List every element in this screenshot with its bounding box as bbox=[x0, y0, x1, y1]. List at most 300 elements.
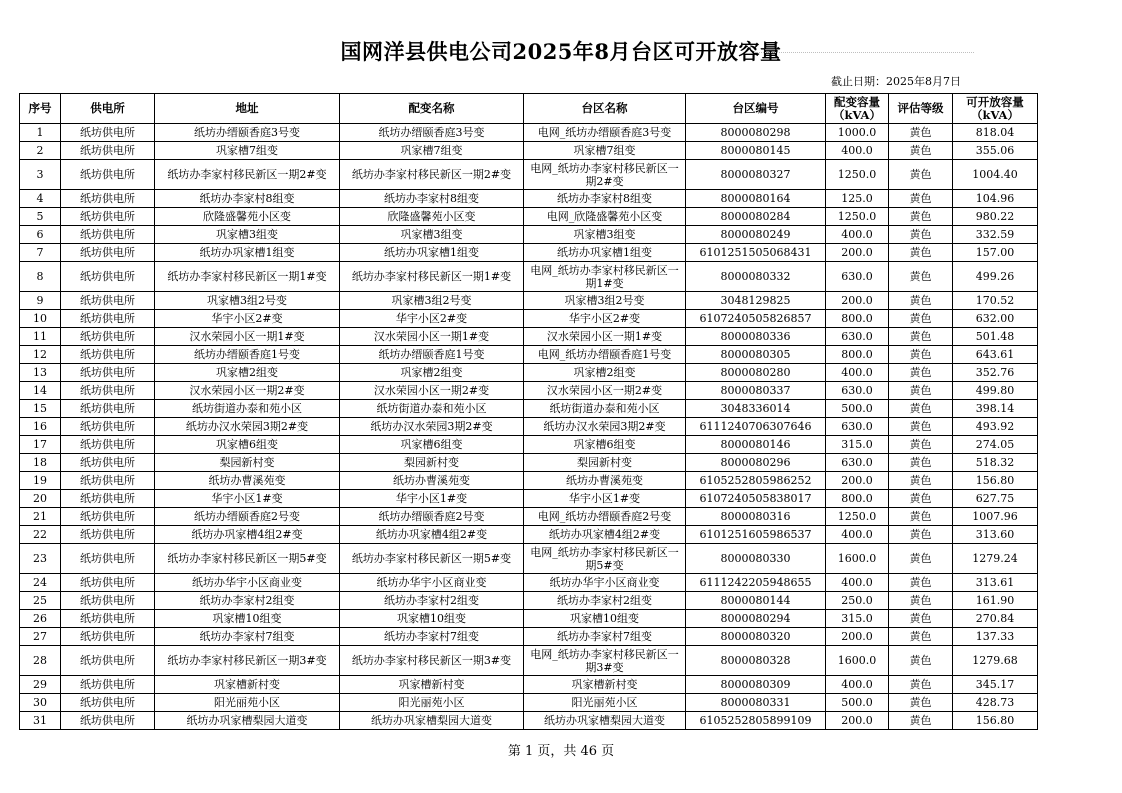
table-row bbox=[20, 364, 1038, 382]
row-open-capacity-cell: 632.00 bbox=[953, 310, 1038, 328]
row-seq-cell: 1 bbox=[20, 124, 61, 142]
row-seq-cell: 3 bbox=[20, 160, 61, 190]
table-row bbox=[20, 346, 1038, 364]
row-transformer-name-cell: 汉水荣园小区一期2#变 bbox=[340, 382, 524, 400]
row-open-capacity-cell: 137.33 bbox=[953, 628, 1038, 646]
table-row bbox=[20, 208, 1038, 226]
row-area-code-cell: 6107240505838017 bbox=[686, 490, 826, 508]
row-seq-cell: 30 bbox=[20, 694, 61, 712]
row-transformer-capacity-cell: 800.0 bbox=[826, 310, 889, 328]
row-area-code-cell: 8000080144 bbox=[686, 592, 826, 610]
row-area-code-cell: 8000080284 bbox=[686, 208, 826, 226]
row-transformer-name-cell: 巩家槽2组变 bbox=[340, 364, 524, 382]
row-area-name-cell: 纸坊办巩家槽梨园大道变 bbox=[524, 712, 686, 730]
row-transformer-name-cell: 纸坊办巩家槽1组变 bbox=[340, 244, 524, 262]
row-station-cell: 纸坊供电所 bbox=[61, 526, 155, 544]
row-station-cell: 纸坊供电所 bbox=[61, 142, 155, 160]
row-station-cell: 纸坊供电所 bbox=[61, 208, 155, 226]
header-transformer-capacity: 配变容量 （kVA） bbox=[826, 94, 889, 124]
row-open-capacity-cell: 499.80 bbox=[953, 382, 1038, 400]
row-address-cell: 巩家槽6组变 bbox=[155, 436, 340, 454]
row-area-name-cell: 纸坊街道办泰和苑小区 bbox=[524, 400, 686, 418]
row-rating-cell: 黄色 bbox=[889, 544, 953, 574]
row-transformer-name-cell: 巩家槽6组变 bbox=[340, 436, 524, 454]
row-area-name-cell: 纸坊办李家村8组变 bbox=[524, 190, 686, 208]
row-area-name-cell: 巩家槽10组变 bbox=[524, 610, 686, 628]
row-area-name-cell: 汉水荣园小区一期1#变 bbox=[524, 328, 686, 346]
row-transformer-capacity-cell: 1000.0 bbox=[826, 124, 889, 142]
row-transformer-capacity-cell: 1250.0 bbox=[826, 160, 889, 190]
row-address-cell: 巩家槽10组变 bbox=[155, 610, 340, 628]
row-transformer-name-cell: 纸坊办李家村2组变 bbox=[340, 592, 524, 610]
row-area-name-cell: 巩家槽7组变 bbox=[524, 142, 686, 160]
row-rating-cell: 黄色 bbox=[889, 676, 953, 694]
row-address-cell: 巩家槽3组2号变 bbox=[155, 292, 340, 310]
table-row bbox=[20, 646, 1038, 676]
row-area-name-cell: 电网_纸坊办缙颐香庭1号变 bbox=[524, 346, 686, 364]
row-transformer-name-cell: 巩家槽7组变 bbox=[340, 142, 524, 160]
header-area-name: 台区名称 bbox=[524, 94, 686, 124]
row-station-cell: 纸坊供电所 bbox=[61, 472, 155, 490]
row-address-cell: 纸坊办巩家槽梨园大道变 bbox=[155, 712, 340, 730]
row-rating-cell: 黄色 bbox=[889, 142, 953, 160]
table-row bbox=[20, 544, 1038, 574]
row-transformer-capacity-cell: 800.0 bbox=[826, 490, 889, 508]
row-transformer-name-cell: 纸坊办华宇小区商业变 bbox=[340, 574, 524, 592]
row-transformer-name-cell: 纸坊办李家村移民新区一期5#变 bbox=[340, 544, 524, 574]
cutoff-date: 截止日期：2025年8月7日 bbox=[831, 75, 961, 88]
row-area-name-cell: 纸坊办曹溪苑变 bbox=[524, 472, 686, 490]
title-dotted-rule bbox=[754, 52, 974, 53]
row-transformer-name-cell: 纸坊办曹溪苑变 bbox=[340, 472, 524, 490]
row-station-cell: 纸坊供电所 bbox=[61, 310, 155, 328]
row-open-capacity-cell: 518.32 bbox=[953, 454, 1038, 472]
row-area-code-cell: 8000080298 bbox=[686, 124, 826, 142]
row-address-cell: 纸坊办缙颐香庭2号变 bbox=[155, 508, 340, 526]
row-station-cell: 纸坊供电所 bbox=[61, 292, 155, 310]
row-address-cell: 纸坊办李家村移民新区一期1#变 bbox=[155, 262, 340, 292]
row-open-capacity-cell: 156.80 bbox=[953, 472, 1038, 490]
row-address-cell: 梨园新村变 bbox=[155, 454, 340, 472]
row-area-code-cell: 3048129825 bbox=[686, 292, 826, 310]
row-station-cell: 纸坊供电所 bbox=[61, 454, 155, 472]
row-area-code-cell: 8000080294 bbox=[686, 610, 826, 628]
row-transformer-capacity-cell: 1600.0 bbox=[826, 646, 889, 676]
row-transformer-capacity-cell: 125.0 bbox=[826, 190, 889, 208]
table-row bbox=[20, 160, 1038, 190]
row-open-capacity-cell: 313.60 bbox=[953, 526, 1038, 544]
row-area-code-cell: 6101251605986537 bbox=[686, 526, 826, 544]
row-address-cell: 纸坊办巩家槽4组2#变 bbox=[155, 526, 340, 544]
row-area-code-cell: 8000080331 bbox=[686, 694, 826, 712]
page-footer: 第 1 页，共 46 页 bbox=[507, 744, 615, 759]
row-seq-cell: 24 bbox=[20, 574, 61, 592]
row-area-code-cell: 8000080296 bbox=[686, 454, 826, 472]
row-station-cell: 纸坊供电所 bbox=[61, 244, 155, 262]
row-area-code-cell: 8000080146 bbox=[686, 436, 826, 454]
row-area-name-cell: 纸坊办巩家槽1组变 bbox=[524, 244, 686, 262]
row-station-cell: 纸坊供电所 bbox=[61, 346, 155, 364]
row-seq-cell: 2 bbox=[20, 142, 61, 160]
row-transformer-capacity-cell: 1250.0 bbox=[826, 208, 889, 226]
row-open-capacity-cell: 274.05 bbox=[953, 436, 1038, 454]
header-rating: 评估等级 bbox=[889, 94, 953, 124]
row-transformer-name-cell: 阳光丽苑小区 bbox=[340, 694, 524, 712]
row-address-cell: 纸坊办李家村8组变 bbox=[155, 190, 340, 208]
row-open-capacity-cell: 980.22 bbox=[953, 208, 1038, 226]
row-transformer-capacity-cell: 400.0 bbox=[826, 364, 889, 382]
row-transformer-name-cell: 纸坊办缙颐香庭3号变 bbox=[340, 124, 524, 142]
row-area-code-cell: 8000080330 bbox=[686, 544, 826, 574]
row-area-code-cell: 8000080249 bbox=[686, 226, 826, 244]
row-rating-cell: 黄色 bbox=[889, 346, 953, 364]
row-open-capacity-cell: 270.84 bbox=[953, 610, 1038, 628]
row-address-cell: 巩家槽7组变 bbox=[155, 142, 340, 160]
row-station-cell: 纸坊供电所 bbox=[61, 544, 155, 574]
table-row bbox=[20, 712, 1038, 730]
row-rating-cell: 黄色 bbox=[889, 292, 953, 310]
row-transformer-capacity-cell: 200.0 bbox=[826, 244, 889, 262]
row-transformer-name-cell: 纸坊办李家村7组变 bbox=[340, 628, 524, 646]
row-open-capacity-cell: 398.14 bbox=[953, 400, 1038, 418]
row-rating-cell: 黄色 bbox=[889, 454, 953, 472]
row-transformer-capacity-cell: 200.0 bbox=[826, 292, 889, 310]
row-area-name-cell: 阳光丽苑小区 bbox=[524, 694, 686, 712]
row-transformer-capacity-cell: 1600.0 bbox=[826, 544, 889, 574]
row-area-code-cell: 8000080145 bbox=[686, 142, 826, 160]
table-body bbox=[20, 124, 1038, 730]
row-rating-cell: 黄色 bbox=[889, 628, 953, 646]
row-rating-cell: 黄色 bbox=[889, 160, 953, 190]
row-open-capacity-cell: 345.17 bbox=[953, 676, 1038, 694]
row-station-cell: 纸坊供电所 bbox=[61, 418, 155, 436]
table-row bbox=[20, 574, 1038, 592]
row-seq-cell: 31 bbox=[20, 712, 61, 730]
row-station-cell: 纸坊供电所 bbox=[61, 190, 155, 208]
row-area-code-cell: 6111240706307646 bbox=[686, 418, 826, 436]
row-address-cell: 纸坊办缙颐香庭1号变 bbox=[155, 346, 340, 364]
row-area-name-cell: 纸坊办李家村7组变 bbox=[524, 628, 686, 646]
row-seq-cell: 20 bbox=[20, 490, 61, 508]
row-seq-cell: 5 bbox=[20, 208, 61, 226]
row-open-capacity-cell: 104.96 bbox=[953, 190, 1038, 208]
row-open-capacity-cell: 818.04 bbox=[953, 124, 1038, 142]
row-transformer-capacity-cell: 200.0 bbox=[826, 712, 889, 730]
row-open-capacity-cell: 643.61 bbox=[953, 346, 1038, 364]
row-open-capacity-cell: 493.92 bbox=[953, 418, 1038, 436]
page-title: 国网洋县供电公司2025年8月台区可开放容量 bbox=[340, 39, 782, 64]
row-open-capacity-cell: 1279.24 bbox=[953, 544, 1038, 574]
row-address-cell: 纸坊办李家村移民新区一期2#变 bbox=[155, 160, 340, 190]
row-transformer-capacity-cell: 400.0 bbox=[826, 526, 889, 544]
row-seq-cell: 22 bbox=[20, 526, 61, 544]
row-rating-cell: 黄色 bbox=[889, 328, 953, 346]
row-area-code-cell: 6105252805986252 bbox=[686, 472, 826, 490]
row-area-code-cell: 8000080328 bbox=[686, 646, 826, 676]
row-area-name-cell: 电网_纸坊办李家村移民新区一期2#变 bbox=[524, 160, 686, 190]
row-rating-cell: 黄色 bbox=[889, 310, 953, 328]
row-rating-cell: 黄色 bbox=[889, 646, 953, 676]
row-transformer-name-cell: 纸坊办李家村8组变 bbox=[340, 190, 524, 208]
table-row bbox=[20, 418, 1038, 436]
row-area-name-cell: 巩家槽新村变 bbox=[524, 676, 686, 694]
row-area-code-cell: 8000080316 bbox=[686, 508, 826, 526]
row-address-cell: 纸坊办巩家槽1组变 bbox=[155, 244, 340, 262]
row-area-code-cell: 8000080320 bbox=[686, 628, 826, 646]
row-seq-cell: 14 bbox=[20, 382, 61, 400]
row-address-cell: 纸坊办李家村7组变 bbox=[155, 628, 340, 646]
row-address-cell: 巩家槽3组变 bbox=[155, 226, 340, 244]
row-open-capacity-cell: 352.76 bbox=[953, 364, 1038, 382]
table-row bbox=[20, 190, 1038, 208]
row-transformer-name-cell: 巩家槽10组变 bbox=[340, 610, 524, 628]
row-rating-cell: 黄色 bbox=[889, 382, 953, 400]
row-address-cell: 纸坊办缙颐香庭3号变 bbox=[155, 124, 340, 142]
table-row bbox=[20, 382, 1038, 400]
row-station-cell: 纸坊供电所 bbox=[61, 592, 155, 610]
table-row bbox=[20, 490, 1038, 508]
row-area-name-cell: 电网_纸坊办李家村移民新区一期5#变 bbox=[524, 544, 686, 574]
table-row bbox=[20, 676, 1038, 694]
row-open-capacity-cell: 1007.96 bbox=[953, 508, 1038, 526]
row-rating-cell: 黄色 bbox=[889, 400, 953, 418]
row-station-cell: 纸坊供电所 bbox=[61, 160, 155, 190]
row-station-cell: 纸坊供电所 bbox=[61, 226, 155, 244]
row-rating-cell: 黄色 bbox=[889, 364, 953, 382]
header-address: 地址 bbox=[155, 94, 340, 124]
row-open-capacity-cell: 156.80 bbox=[953, 712, 1038, 730]
row-area-name-cell: 纸坊办李家村2组变 bbox=[524, 592, 686, 610]
row-address-cell: 阳光丽苑小区 bbox=[155, 694, 340, 712]
row-seq-cell: 13 bbox=[20, 364, 61, 382]
table-row bbox=[20, 610, 1038, 628]
row-transformer-capacity-cell: 1250.0 bbox=[826, 508, 889, 526]
row-open-capacity-cell: 313.61 bbox=[953, 574, 1038, 592]
table-row bbox=[20, 226, 1038, 244]
row-area-name-cell: 电网_欣隆盛馨苑小区变 bbox=[524, 208, 686, 226]
row-seq-cell: 29 bbox=[20, 676, 61, 694]
row-transformer-capacity-cell: 630.0 bbox=[826, 382, 889, 400]
row-rating-cell: 黄色 bbox=[889, 694, 953, 712]
row-area-code-cell: 6105252805899109 bbox=[686, 712, 826, 730]
row-seq-cell: 28 bbox=[20, 646, 61, 676]
row-address-cell: 汉水荣园小区一期1#变 bbox=[155, 328, 340, 346]
row-address-cell: 纸坊办华宇小区商业变 bbox=[155, 574, 340, 592]
row-open-capacity-cell: 1279.68 bbox=[953, 646, 1038, 676]
row-open-capacity-cell: 499.26 bbox=[953, 262, 1038, 292]
row-station-cell: 纸坊供电所 bbox=[61, 328, 155, 346]
row-area-code-cell: 8000080309 bbox=[686, 676, 826, 694]
row-transformer-capacity-cell: 500.0 bbox=[826, 694, 889, 712]
table-row bbox=[20, 328, 1038, 346]
row-transformer-name-cell: 欣隆盛馨苑小区变 bbox=[340, 208, 524, 226]
row-area-code-cell: 6101251505068431 bbox=[686, 244, 826, 262]
header-area-code: 台区编号 bbox=[686, 94, 826, 124]
row-transformer-name-cell: 纸坊办李家村移民新区一期2#变 bbox=[340, 160, 524, 190]
row-transformer-name-cell: 纸坊办缙颐香庭2号变 bbox=[340, 508, 524, 526]
row-rating-cell: 黄色 bbox=[889, 262, 953, 292]
table-row bbox=[20, 244, 1038, 262]
row-open-capacity-cell: 355.06 bbox=[953, 142, 1038, 160]
row-address-cell: 纸坊街道办泰和苑小区 bbox=[155, 400, 340, 418]
row-transformer-name-cell: 巩家槽3组2号变 bbox=[340, 292, 524, 310]
header-seq: 序号 bbox=[20, 94, 61, 124]
table-row bbox=[20, 454, 1038, 472]
row-area-name-cell: 电网_纸坊办李家村移民新区一期1#变 bbox=[524, 262, 686, 292]
row-transformer-capacity-cell: 500.0 bbox=[826, 400, 889, 418]
row-address-cell: 华宇小区1#变 bbox=[155, 490, 340, 508]
row-rating-cell: 黄色 bbox=[889, 244, 953, 262]
row-rating-cell: 黄色 bbox=[889, 574, 953, 592]
row-area-code-cell: 8000080164 bbox=[686, 190, 826, 208]
table-row bbox=[20, 262, 1038, 292]
row-station-cell: 纸坊供电所 bbox=[61, 676, 155, 694]
row-station-cell: 纸坊供电所 bbox=[61, 382, 155, 400]
table-row bbox=[20, 526, 1038, 544]
row-rating-cell: 黄色 bbox=[889, 490, 953, 508]
row-station-cell: 纸坊供电所 bbox=[61, 436, 155, 454]
row-transformer-capacity-cell: 400.0 bbox=[826, 676, 889, 694]
row-area-name-cell: 汉水荣园小区一期2#变 bbox=[524, 382, 686, 400]
row-seq-cell: 10 bbox=[20, 310, 61, 328]
row-transformer-capacity-cell: 400.0 bbox=[826, 226, 889, 244]
row-seq-cell: 12 bbox=[20, 346, 61, 364]
row-transformer-capacity-cell: 800.0 bbox=[826, 346, 889, 364]
row-area-code-cell: 8000080327 bbox=[686, 160, 826, 190]
row-address-cell: 纸坊办李家村移民新区一期5#变 bbox=[155, 544, 340, 574]
row-area-name-cell: 巩家槽6组变 bbox=[524, 436, 686, 454]
row-address-cell: 纸坊办汉水荣园3期2#变 bbox=[155, 418, 340, 436]
row-transformer-capacity-cell: 400.0 bbox=[826, 142, 889, 160]
row-transformer-capacity-cell: 630.0 bbox=[826, 418, 889, 436]
row-seq-cell: 6 bbox=[20, 226, 61, 244]
row-transformer-capacity-cell: 630.0 bbox=[826, 454, 889, 472]
row-seq-cell: 16 bbox=[20, 418, 61, 436]
header-station: 供电所 bbox=[61, 94, 155, 124]
row-transformer-name-cell: 纸坊办汉水荣园3期2#变 bbox=[340, 418, 524, 436]
row-address-cell: 华宇小区2#变 bbox=[155, 310, 340, 328]
row-station-cell: 纸坊供电所 bbox=[61, 364, 155, 382]
row-seq-cell: 15 bbox=[20, 400, 61, 418]
table-row bbox=[20, 310, 1038, 328]
row-area-name-cell: 电网_纸坊办李家村移民新区一期3#变 bbox=[524, 646, 686, 676]
table-row bbox=[20, 592, 1038, 610]
row-area-name-cell: 华宇小区1#变 bbox=[524, 490, 686, 508]
row-area-name-cell: 巩家槽3组2号变 bbox=[524, 292, 686, 310]
table-row bbox=[20, 694, 1038, 712]
row-area-code-cell: 8000080336 bbox=[686, 328, 826, 346]
row-station-cell: 纸坊供电所 bbox=[61, 124, 155, 142]
row-rating-cell: 黄色 bbox=[889, 508, 953, 526]
capacity-table bbox=[19, 93, 1038, 730]
table-header-row bbox=[20, 94, 1038, 124]
row-station-cell: 纸坊供电所 bbox=[61, 628, 155, 646]
row-seq-cell: 26 bbox=[20, 610, 61, 628]
row-address-cell: 纸坊办李家村移民新区一期3#变 bbox=[155, 646, 340, 676]
table-row bbox=[20, 124, 1038, 142]
row-transformer-name-cell: 华宇小区2#变 bbox=[340, 310, 524, 328]
row-rating-cell: 黄色 bbox=[889, 208, 953, 226]
row-rating-cell: 黄色 bbox=[889, 418, 953, 436]
row-open-capacity-cell: 157.00 bbox=[953, 244, 1038, 262]
row-transformer-capacity-cell: 200.0 bbox=[826, 472, 889, 490]
row-seq-cell: 9 bbox=[20, 292, 61, 310]
row-open-capacity-cell: 428.73 bbox=[953, 694, 1038, 712]
row-station-cell: 纸坊供电所 bbox=[61, 490, 155, 508]
row-seq-cell: 11 bbox=[20, 328, 61, 346]
row-area-name-cell: 巩家槽3组变 bbox=[524, 226, 686, 244]
row-rating-cell: 黄色 bbox=[889, 190, 953, 208]
row-transformer-name-cell: 汉水荣园小区一期1#变 bbox=[340, 328, 524, 346]
row-seq-cell: 21 bbox=[20, 508, 61, 526]
row-transformer-capacity-cell: 200.0 bbox=[826, 628, 889, 646]
row-area-code-cell: 8000080305 bbox=[686, 346, 826, 364]
row-station-cell: 纸坊供电所 bbox=[61, 574, 155, 592]
row-area-code-cell: 6111242205948655 bbox=[686, 574, 826, 592]
table-row bbox=[20, 292, 1038, 310]
row-open-capacity-cell: 501.48 bbox=[953, 328, 1038, 346]
row-rating-cell: 黄色 bbox=[889, 712, 953, 730]
row-transformer-capacity-cell: 315.0 bbox=[826, 436, 889, 454]
row-area-code-cell: 8000080337 bbox=[686, 382, 826, 400]
row-area-code-cell: 6107240505826857 bbox=[686, 310, 826, 328]
row-transformer-name-cell: 巩家槽新村变 bbox=[340, 676, 524, 694]
row-open-capacity-cell: 627.75 bbox=[953, 490, 1038, 508]
row-seq-cell: 27 bbox=[20, 628, 61, 646]
row-seq-cell: 7 bbox=[20, 244, 61, 262]
row-area-name-cell: 电网_纸坊办缙颐香庭2号变 bbox=[524, 508, 686, 526]
row-transformer-capacity-cell: 250.0 bbox=[826, 592, 889, 610]
row-transformer-capacity-cell: 400.0 bbox=[826, 574, 889, 592]
row-rating-cell: 黄色 bbox=[889, 610, 953, 628]
row-station-cell: 纸坊供电所 bbox=[61, 694, 155, 712]
table-row bbox=[20, 628, 1038, 646]
row-seq-cell: 8 bbox=[20, 262, 61, 292]
row-station-cell: 纸坊供电所 bbox=[61, 646, 155, 676]
row-address-cell: 巩家槽2组变 bbox=[155, 364, 340, 382]
table-row bbox=[20, 508, 1038, 526]
row-open-capacity-cell: 161.90 bbox=[953, 592, 1038, 610]
row-transformer-capacity-cell: 630.0 bbox=[826, 262, 889, 292]
row-transformer-name-cell: 纸坊办李家村移民新区一期1#变 bbox=[340, 262, 524, 292]
row-transformer-name-cell: 纸坊办缙颐香庭1号变 bbox=[340, 346, 524, 364]
table-row bbox=[20, 472, 1038, 490]
row-address-cell: 纸坊办李家村2组变 bbox=[155, 592, 340, 610]
row-area-code-cell: 8000080332 bbox=[686, 262, 826, 292]
row-station-cell: 纸坊供电所 bbox=[61, 508, 155, 526]
header-open-capacity: 可开放容量 （kVA） bbox=[953, 94, 1038, 124]
row-seq-cell: 25 bbox=[20, 592, 61, 610]
row-address-cell: 巩家槽新村变 bbox=[155, 676, 340, 694]
row-transformer-name-cell: 华宇小区1#变 bbox=[340, 490, 524, 508]
row-transformer-capacity-cell: 315.0 bbox=[826, 610, 889, 628]
row-area-name-cell: 纸坊办汉水荣园3期2#变 bbox=[524, 418, 686, 436]
row-rating-cell: 黄色 bbox=[889, 436, 953, 454]
row-open-capacity-cell: 170.52 bbox=[953, 292, 1038, 310]
row-open-capacity-cell: 1004.40 bbox=[953, 160, 1038, 190]
row-station-cell: 纸坊供电所 bbox=[61, 400, 155, 418]
row-transformer-name-cell: 纸坊办李家村移民新区一期3#变 bbox=[340, 646, 524, 676]
row-rating-cell: 黄色 bbox=[889, 472, 953, 490]
row-transformer-name-cell: 巩家槽3组变 bbox=[340, 226, 524, 244]
row-transformer-name-cell: 梨园新村变 bbox=[340, 454, 524, 472]
row-area-name-cell: 电网_纸坊办缙颐香庭3号变 bbox=[524, 124, 686, 142]
row-area-name-cell: 梨园新村变 bbox=[524, 454, 686, 472]
table-row bbox=[20, 142, 1038, 160]
row-rating-cell: 黄色 bbox=[889, 592, 953, 610]
row-seq-cell: 4 bbox=[20, 190, 61, 208]
row-transformer-name-cell: 纸坊街道办泰和苑小区 bbox=[340, 400, 524, 418]
